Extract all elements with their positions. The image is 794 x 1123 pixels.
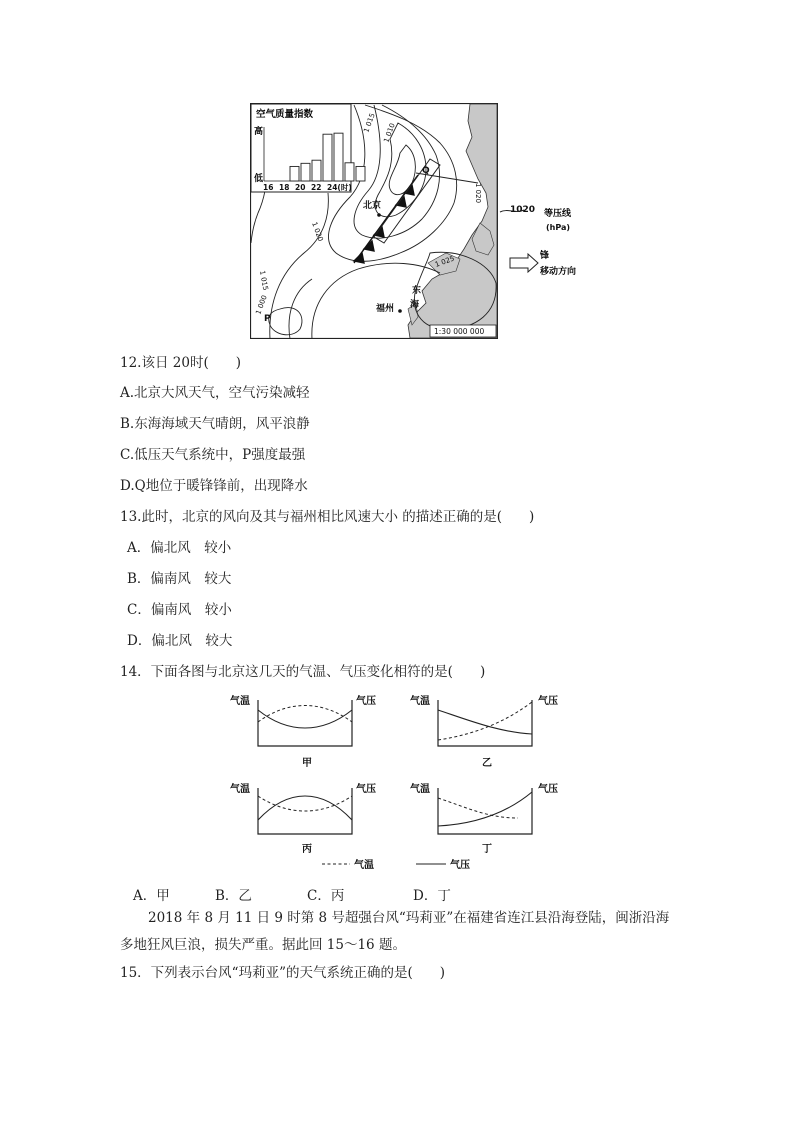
legend-temp-text: 气温 [354, 860, 374, 871]
graph-pressure-label: 气压 [356, 784, 376, 795]
q13-option-d[interactable]: D．偏北风 较大 [127, 633, 233, 649]
inset-tick: 16 [263, 183, 274, 192]
inset-bar [356, 166, 365, 181]
graph-name: 乙 [482, 758, 492, 769]
graph-temp-label: 气温 [230, 784, 250, 795]
legend-front-label: 锋 [540, 251, 550, 261]
inset-tick: 18 [279, 183, 290, 192]
inset-high-label: 高 [254, 127, 264, 137]
inset-tick: 22 [311, 183, 322, 192]
passage-line-2: 多地狂风巨浪，损失严重。据此回 15～16 题。 [120, 937, 406, 953]
graph-name: 丁 [482, 844, 492, 855]
passage-line-1: 2018 年 8 月 11 日 9 时第 8 号超强台风“玛莉亚”在福建省连江县沿海登陆，闽浙沿海 [148, 910, 670, 926]
inset-bar [345, 163, 354, 181]
q12-option-a[interactable]: A.北京大风天气，空气污染减轻 [120, 385, 310, 401]
inset-low-label: 低 [254, 174, 264, 184]
graph-pressure-label: 气压 [538, 696, 558, 707]
q14-option-c[interactable]: C．丙 [307, 888, 345, 904]
isobar-label: 1 015 [258, 269, 270, 292]
inset-bar [290, 166, 299, 181]
legend-isobar-unit: (hPa) [546, 223, 571, 232]
graph-name: 丙 [302, 844, 312, 855]
isobar-label: 1 025 [433, 254, 456, 269]
p-label: P [264, 314, 271, 324]
sea-label: 海 [410, 300, 420, 310]
q13-option-a[interactable]: A．偏北风 较小 [127, 540, 232, 556]
q15-stem: 15．下列表示台风“玛莉亚”的天气系统正确的是( ) [120, 965, 446, 981]
q14-options [133, 884, 451, 904]
graph-temp-label: 气温 [410, 784, 430, 795]
inset-title: 空气质量指数 [256, 109, 314, 120]
isobar-label: 1 000 [254, 294, 269, 316]
graph-pressure-label: 气压 [356, 696, 376, 707]
q12-option-b[interactable]: B.东海海域天气晴朗，风平浪静 [120, 416, 310, 432]
q14-option-b[interactable]: B．乙 [215, 888, 252, 904]
q12-option-d[interactable]: D.Q地位于暖锋锋前，出现降水 [120, 478, 308, 494]
isobar-label: 1 015 [362, 112, 377, 134]
inset-tick: 24(时) [327, 183, 352, 192]
legend-isobar-label: 等压线 [544, 209, 572, 219]
beijing-label: 北京 [363, 201, 382, 211]
inset-bar [334, 133, 343, 181]
q13-option-c[interactable]: C．偏南风 较小 [127, 602, 232, 618]
legend-pressure-text: 气压 [450, 860, 470, 871]
q14-graphs [228, 690, 568, 872]
weather-map [250, 103, 498, 339]
scale-label: 1:30 000 000 [434, 327, 485, 336]
graph-temp-label: 气温 [230, 696, 250, 707]
inset-bar [301, 163, 310, 181]
q14-option-d[interactable]: D．丁 [413, 888, 451, 904]
q12-stem: 12.该日 20时( ) [120, 355, 241, 371]
fuzhou-label: 福州 [376, 304, 395, 314]
inset-bar [323, 134, 332, 181]
map-legend [498, 200, 608, 280]
isobar-label: 1 010 [382, 122, 397, 144]
isobar-label: 1 020 [310, 220, 325, 243]
q-label: Q [422, 166, 430, 176]
arrow-icon [510, 254, 538, 272]
q13-stem: 13.此时，北京的风向及其与福州相比风速大小 的描述正确的是( ) [120, 509, 535, 525]
east-label: 东 [412, 286, 422, 296]
q13-option-b[interactable]: B．偏南风 较大 [127, 571, 232, 587]
q12-option-c[interactable]: C.低压天气系统中，P强度最强 [120, 447, 306, 463]
graph-temp-label: 气温 [410, 696, 430, 707]
legend-isobar-value: 1020 [510, 205, 536, 215]
graph-name: 甲 [302, 758, 312, 769]
q14-stem: 14．下面各图与北京这几天的气温、气压变化相符的是( ) [120, 664, 486, 680]
legend-move-label: 移动方向 [540, 267, 577, 277]
inset-tick: 20 [295, 183, 306, 192]
q14-option-a[interactable]: A．甲 [133, 888, 170, 904]
isobar-label: 1 020 [474, 183, 482, 204]
inset-bar [312, 160, 321, 181]
graph-pressure-label: 气压 [538, 784, 558, 795]
